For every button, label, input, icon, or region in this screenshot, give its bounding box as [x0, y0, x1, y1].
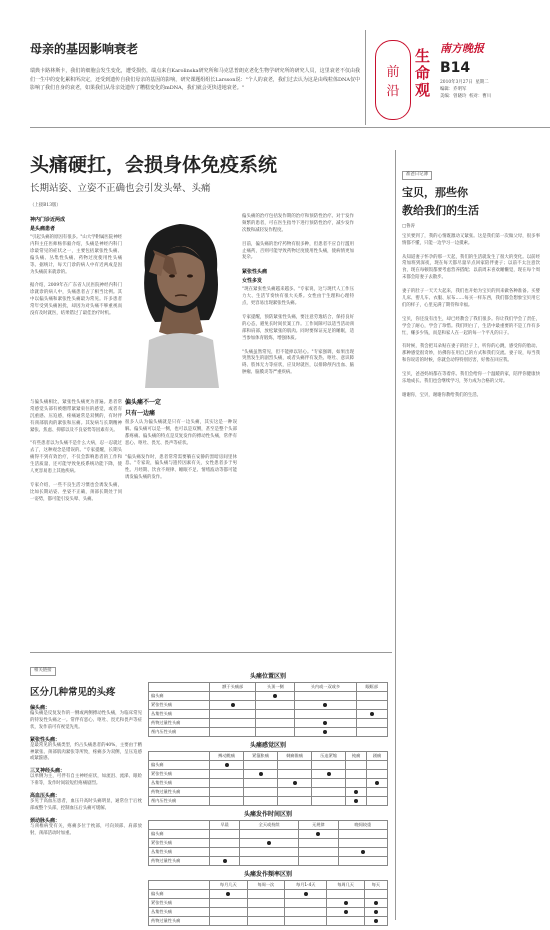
- entry-text: 偏头痛是反复发作的一侧或两侧搏动性头痛，为临床常见的特发性头痛之一。常伴有恶心、呕吐、畏光和畏声等症状，发作前可有视觉先兆。: [30, 710, 142, 730]
- table-cell: [278, 770, 312, 779]
- article-column-2: [30, 400, 122, 504]
- table-cell: [298, 839, 338, 848]
- entry-text: 多见于高血压患者，血压升高时头痛明显，通常位于后枕部或整个头部，控制血压后头痛可缓解。: [30, 799, 142, 812]
- column-label: 相关链接: [30, 667, 56, 676]
- top-article: [30, 40, 370, 93]
- article-column-4: [242, 214, 354, 377]
- row-label: 紧张性头痛: [149, 899, 210, 908]
- column-text: 很多人认为偏头痛就是只有一边头痛，其实这是一种误解。偏头痛可以是一侧，也可以是双侧，甚至是整个头部都疼痛。偏头痛的特点是反复发作的搏动性头痛，常伴有恶心、呕吐、畏光、畏声等症状。 "偏头痛发作时，患者常常需要躺在安静的黑暗房间里休息。"专家说，偏头痛与遗传因素有关，女性患者多于男性。月经期、饮食不规律、睡眠不足、情绪波动等都可能诱发偏头痛的发作。: [125, 420, 237, 481]
- check-dot-icon: [323, 721, 327, 725]
- column-text: 与偏头痛相比，紧张性头痛更为普遍。患者常常感觉头部有被绷带紧紧束住的感觉，或者有沉重感、压迫感，疼痛通常是双侧的，有时伴有颈部肌肉的紧张和压痛。其发病与长期精神紧张、焦虑、抑郁以及不良姿势等因素有关。 "有些患者以为头痛不是什么大病，忍一忍就过去了，这种观念是错误的。"专家提醒，长期头痛得不到有效治疗，不仅会影响患者的工作和生活质量，还可能导致免疫系统功能下降，使人更容易患上其他疾病。 专家介绍，一些不良生活习惯也会诱发头痛，比如长期站姿、坐姿不正确，颈部长期处于同一姿势，都可能引发头晕、头痛。: [30, 400, 122, 502]
- table-cell: [367, 779, 388, 788]
- page-code: B14: [440, 60, 471, 76]
- column-label: 准爸日记簿: [402, 171, 432, 180]
- row-label: 颅内压性头痛: [149, 728, 210, 737]
- row-label: 偏头痛: [149, 890, 210, 899]
- check-dot-icon: [370, 712, 374, 716]
- check-dot-icon: [273, 694, 277, 698]
- side-title-1: 宝贝，那些你: [402, 185, 468, 199]
- entry-heading: 三叉神经头痛：: [30, 768, 66, 775]
- table-cell: [356, 710, 387, 719]
- table-cell: [210, 701, 256, 710]
- table-cell: [210, 710, 256, 719]
- table-cell: [356, 728, 387, 737]
- check-dot-icon: [374, 910, 378, 914]
- table-cell: [346, 761, 367, 770]
- table-row: [149, 728, 388, 737]
- entry-list: [30, 704, 142, 838]
- column-header: 每周一次: [247, 881, 285, 890]
- table-cell: [295, 701, 356, 710]
- table-cell: [278, 779, 312, 788]
- table-row: [149, 788, 388, 797]
- table-cell: [327, 917, 365, 926]
- section2-title: 紧张性头痛: [242, 269, 268, 276]
- table-cell: [210, 857, 240, 866]
- check-dot-icon: [323, 703, 327, 707]
- table-cell: [210, 719, 256, 728]
- row-label: 丛集性头痛: [149, 779, 210, 788]
- table-cell: [364, 899, 387, 908]
- table-row: [149, 899, 388, 908]
- table-row: [149, 779, 388, 788]
- table-title: 头痛位置区别: [249, 673, 286, 680]
- column-header: 头顶一侧: [256, 683, 295, 692]
- row-label: 丛集性头痛: [149, 848, 210, 857]
- caption-title: 偏头痛不一定: [125, 399, 162, 406]
- table-row: [149, 848, 388, 857]
- table-cell: [295, 728, 356, 737]
- column-header: 刺痛锥痛: [278, 752, 312, 761]
- table-corner: [149, 881, 210, 890]
- tag-char: 前: [386, 65, 400, 80]
- entry-heading: 颈动脉头痛：: [30, 817, 61, 824]
- table-row: [149, 908, 388, 917]
- check-dot-icon: [267, 841, 271, 845]
- column-header: 头内或一双或多: [295, 683, 356, 692]
- table-corner: [149, 752, 210, 761]
- check-dot-icon: [354, 790, 358, 794]
- comparison-table: [148, 682, 388, 737]
- column-header: 晚间较重: [338, 821, 387, 830]
- table-cell: [338, 857, 387, 866]
- entry-heading: 偏头痛：: [30, 704, 51, 711]
- table-cell: [256, 719, 295, 728]
- table-title: 头痛感觉区别: [249, 742, 286, 749]
- table-cell: [210, 692, 256, 701]
- comparison-table: [148, 820, 388, 866]
- table-cell: [210, 779, 244, 788]
- table-cell: [312, 788, 346, 797]
- tag-char: 沿: [386, 84, 400, 99]
- sidebar-title: 区分几种常见的头疼: [30, 686, 116, 698]
- masthead: [440, 40, 550, 101]
- table-cell: [367, 770, 388, 779]
- check-dot-icon: [231, 703, 235, 707]
- table-cell: [240, 848, 299, 857]
- tag-circle: [375, 40, 411, 120]
- row-label: 药物过量性头痛: [149, 857, 210, 866]
- column-header: 钝痛: [346, 752, 367, 761]
- table-header-row: [149, 683, 388, 692]
- designer: 美编：曾晓玲 校对：曹川: [440, 93, 492, 99]
- check-dot-icon: [225, 763, 229, 767]
- table-row: [149, 761, 388, 770]
- column-text: "现在紧张性头痛越来越多。"专家说，这与现代人工作压力大、生活节奏快有很大关系。女性由于生理和心理特点，更容易出现紧张性头痛。 专家提醒，预防紧张性头痛，要注意劳逸结合，保持良好的心态，避免长时间伏案工作。工作间隙可以适当活动颈部和肩部，放松紧张的肌肉。同时要保证充足的睡眠，适当参加体育锻炼，增强体质。 "头痛虽然常见，但不能掉以轻心。"专家强调，如果出现突然发生的剧烈头痛，或者头痛伴有发热、呕吐、意识障碍、肢体无力等症状，应及时就医，以排除颅内出血、脑肿瘤、脑膜炎等严重疾病。: [242, 287, 354, 376]
- top-article-title: 母亲的基因影响衰老: [30, 42, 139, 56]
- check-dot-icon: [259, 772, 263, 776]
- table-cell: [244, 779, 278, 788]
- check-dot-icon: [316, 832, 320, 836]
- side-title-2: 教给我们的生活: [402, 203, 479, 217]
- column-header: 无规律: [298, 821, 338, 830]
- row-label: 丛集性头痛: [149, 908, 210, 917]
- table-cell: [210, 899, 248, 908]
- table-cell: [327, 908, 365, 917]
- section1-title: 神内门诊近两成: [30, 217, 66, 223]
- table-cell: [240, 830, 299, 839]
- table-cell: [295, 710, 356, 719]
- table-cell: [256, 728, 295, 737]
- row-label: 偏头痛: [149, 830, 210, 839]
- divider: [365, 30, 366, 125]
- check-dot-icon: [304, 892, 308, 896]
- entry-heading: 高血压头痛：: [30, 793, 61, 800]
- table-cell: [247, 908, 285, 917]
- check-dot-icon: [354, 799, 358, 803]
- row-label: 丛集性头痛: [149, 710, 210, 719]
- table-cell: [338, 848, 387, 857]
- column-text: 偏头痛的治疗包括发作期的治疗和预防性治疗。对于发作频繁的患者，可在医生指导下进行预防性治疗，减少发作次数和减轻发作程度。 目前，偏头痛的治疗药物有很多种，但患者不应自行滥用止痛药，否则可能导致药物过度使用性头痛，使病情更加复杂。: [242, 214, 354, 261]
- table-cell: [295, 692, 356, 701]
- check-dot-icon: [223, 859, 227, 863]
- table-cell: [244, 788, 278, 797]
- table-cell: [210, 770, 244, 779]
- table-cell: [338, 830, 387, 839]
- side-body: 宝贝要到了，我的心情既激动又紧张。这是我们第一次做父母，很多事情都不懂，只能一边学习一边摸索。 从知道妻子怀孕的那一天起，我们的生活就发生了很大的变化。以前经常加班到深夜，现在每天都尽量早点回家陪伴妻子；以前不太注意饮食，现在每顿饭都要考虑营养搭配；以前周末喜欢睡懒觉，现在每个周末都会陪妻子去散步。 妻子的肚子一天天大起来，我们也开始为宝贝的到来做各种准备。买婴儿床、婴儿车、衣服、尿布……每买一样东西，我们都会想象宝贝用它们的样子，心里充满了期待和幸福。 宝贝，你还没有出生，却已经教会了我们很多。你让我们学会了责任，学会了耐心，学会了珍惜。我们明白了，生活中最重要的不是工作有多忙，赚多少钱，而是和家人在一起的每一个平凡的日子。 有时候，我会把耳朵贴在妻子的肚子上，听你的心跳，感受你的胎动。那种感觉很奇妙，仿佛你在用自己的方式和我们交流。妻子说，每当我和你说话的时候，你就会动得特别厉害，好像在回应我。 宝贝，爸爸妈妈都在等着你。我们会给你一个温暖的家，陪伴你健康快乐地成长。我们也会继续学习，努力成为合格的父母。 谢谢你，宝贝，谢谢你教给我们的生活。: [402, 233, 540, 398]
- caption-subtitle: 只有一边痛: [125, 410, 156, 417]
- article-column-1: [30, 214, 122, 318]
- table-cell: [240, 839, 299, 848]
- table-row: [149, 890, 388, 899]
- table-cell: [285, 899, 327, 908]
- check-dot-icon: [361, 850, 365, 854]
- row-label: 药物过量性头痛: [149, 788, 210, 797]
- table-row: [149, 770, 388, 779]
- table-row: [149, 692, 388, 701]
- column-header: 额于头痛部: [210, 683, 256, 692]
- table-header-row: [149, 821, 388, 830]
- table-cell: [247, 890, 285, 899]
- table-cell: [210, 908, 248, 917]
- table-cell: [367, 788, 388, 797]
- comparison-table: [148, 880, 388, 926]
- table-cell: [247, 899, 285, 908]
- table-cell: [256, 701, 295, 710]
- column-header: 每周几天: [327, 881, 365, 890]
- table-cell: [298, 857, 338, 866]
- column-header: 剧痛: [367, 752, 388, 761]
- table-title: 头痛发作频率区别: [243, 871, 292, 878]
- main-article-subtitle: 长期站姿、立姿不正确也会引发头晕、头痛: [30, 183, 211, 194]
- table-cell: [278, 797, 312, 806]
- column-header: 每天: [364, 881, 387, 890]
- table-cell: [364, 890, 387, 899]
- table-row: [149, 857, 388, 866]
- table-cell: [244, 770, 278, 779]
- table-cell: [346, 779, 367, 788]
- main-article-title: 头痛硬扛，会损身体免疫系统: [30, 154, 278, 176]
- column-header: 眼眶部: [356, 683, 387, 692]
- table-cell: [312, 779, 346, 788]
- section1-subtitle: 是头痛患者: [30, 226, 56, 232]
- table-cell: [210, 761, 244, 770]
- woman-photo: [125, 210, 237, 388]
- table-row: [149, 797, 388, 806]
- check-dot-icon: [344, 901, 348, 905]
- entry-text: 与颈椎病变有关，疼痛多位于枕部，可向颈部、肩部放射，颈部活动时加重。: [30, 823, 142, 836]
- entry-heading: 紧张性头痛：: [30, 736, 61, 743]
- column-header: 每月几天: [210, 881, 248, 890]
- table-cell: [356, 719, 387, 728]
- table-cell: [285, 890, 327, 899]
- table-row: [149, 917, 388, 926]
- divider: [30, 652, 392, 653]
- paper-name: 南方晚报: [440, 42, 484, 55]
- table-cell: [338, 839, 387, 848]
- row-label: 紧张性头痛: [149, 701, 210, 710]
- table-cell: [240, 857, 299, 866]
- table-cell: [278, 788, 312, 797]
- divider: [30, 127, 550, 128]
- table-cell: [210, 917, 248, 926]
- check-dot-icon: [344, 910, 348, 914]
- tables-area: [148, 668, 388, 926]
- column-header: 压迫紧缩: [312, 752, 346, 761]
- table-cell: [210, 839, 240, 848]
- table-corner: [149, 821, 210, 830]
- column-header: 每月1-4天: [285, 881, 327, 890]
- table-cell: [256, 710, 295, 719]
- check-dot-icon: [375, 781, 379, 785]
- table-cell: [312, 797, 346, 806]
- table-cell: [327, 899, 365, 908]
- table-cell: [364, 908, 387, 917]
- table-row: [149, 710, 388, 719]
- table-cell: [210, 788, 244, 797]
- table-cell: [210, 890, 248, 899]
- table-cell: [367, 761, 388, 770]
- comparison-table: [148, 751, 388, 806]
- divider: [395, 150, 396, 920]
- row-label: 紧张性头痛: [149, 770, 210, 779]
- section2-subtitle: 女性多发: [242, 278, 263, 285]
- row-label: 紧张性头痛: [149, 839, 210, 848]
- table-cell: [346, 770, 367, 779]
- table-cell: [210, 728, 256, 737]
- table-header-row: [149, 752, 388, 761]
- table-row: [149, 719, 388, 728]
- table-cell: [285, 917, 327, 926]
- table-cell: [210, 830, 240, 839]
- check-dot-icon: [323, 730, 327, 734]
- side-author: □鲁涛: [402, 223, 415, 229]
- check-dot-icon: [327, 772, 331, 776]
- check-dot-icon: [374, 919, 378, 923]
- row-label: 颅内压性头痛: [149, 797, 210, 806]
- table-cell: [346, 797, 367, 806]
- table-cell: [327, 890, 365, 899]
- check-dot-icon: [293, 781, 297, 785]
- sidebar-box: [30, 656, 142, 838]
- column-header: 紧箍胀痛: [244, 752, 278, 761]
- table-row: [149, 839, 388, 848]
- entry-text: 以单侧为主，可伴有自主神经症状，如流泪、流涕、眼睑下垂等，发作时间较短但疼痛剧烈。: [30, 774, 142, 787]
- check-dot-icon: [374, 901, 378, 905]
- table-corner: [149, 683, 210, 692]
- check-dot-icon: [226, 892, 230, 896]
- table-cell: [244, 797, 278, 806]
- table-cell: [356, 692, 387, 701]
- table-cell: [247, 917, 285, 926]
- table-cell: [298, 848, 338, 857]
- table-cell: [364, 917, 387, 926]
- table-title: 头痛发作时间区别: [243, 811, 292, 818]
- article-column-3: [125, 395, 237, 482]
- table-row: [149, 701, 388, 710]
- table-cell: [312, 761, 346, 770]
- row-label: 偏头痛: [149, 692, 210, 701]
- table-cell: [356, 701, 387, 710]
- table-header-row: [149, 881, 388, 890]
- section-label: 生命观: [415, 47, 431, 99]
- row-label: 药物过量性头痛: [149, 917, 210, 926]
- table-cell: [256, 692, 295, 701]
- row-label: 药物过量性头痛: [149, 719, 210, 728]
- date: 2010年3月27日 星期二: [440, 80, 489, 85]
- editor: 编辑：乔明军: [440, 86, 467, 92]
- side-article: [402, 160, 542, 400]
- table-cell: [298, 830, 338, 839]
- column-header: 搏动跳痛: [210, 752, 244, 761]
- table-row: [149, 830, 388, 839]
- table-cell: [367, 797, 388, 806]
- column-header: 全天或持续: [240, 821, 299, 830]
- column-header: 早晨: [210, 821, 240, 830]
- table-cell: [285, 908, 327, 917]
- table-cell: [295, 719, 356, 728]
- table-cell: [312, 770, 346, 779]
- table-cell: [346, 788, 367, 797]
- table-cell: [244, 761, 278, 770]
- entry-text: 是最常见的头痛类型，约占头痛患者的40%，主要由于精神紧张、颈部肌肉紧张等所致，疼痛多为双侧，呈压迫感或紧箍感。: [30, 742, 142, 762]
- table-cell: [210, 848, 240, 857]
- top-article-body: 瑞典卡路林斯卡，我们的细胞会发生变化，遭受损伤，端点来自Karolinska研究所和马克思普朗克老化生物学研究所的研究人员，这里衰老不仅由我们一生中的变化累积所决定，还受到遗传自我们母亲的基因的影响，研究课题组组长Larsson说："个人的衰老，我们过去认为这是由线粒体DNA仅中影响了我们自身的衰老，如果我们从母亲处遗传了糟糕变化的mDNA，我们就会更快进地衰老。": [30, 68, 360, 92]
- table-cell: [278, 761, 312, 770]
- row-label: 偏头痛: [149, 761, 210, 770]
- table-cell: [210, 797, 244, 806]
- source-note: （上接B13版）: [30, 203, 61, 208]
- column-text: "引起头痛的原因有很多。"山大学附属医院神经内科主任医师杨伟毅介绍，头痛是神经内科门诊最常见的症状之一，主要包括紧张性头痛、偏头痛、丛集性头痛、药物过度使用性头痛等。据统计，每天门诊的病人中有近两成是因为头痛前来就诊的。 据介绍，2009年在广东省人民医院神经内科门诊就诊的病人中，头痛患者占了相当比例。其中以偏头痛和紧张性头痛最为常见。许多患者常年受到头痛困扰，却因为对头痛不够重视而没有及时就医，结果错过了最佳治疗时机。: [30, 235, 122, 316]
